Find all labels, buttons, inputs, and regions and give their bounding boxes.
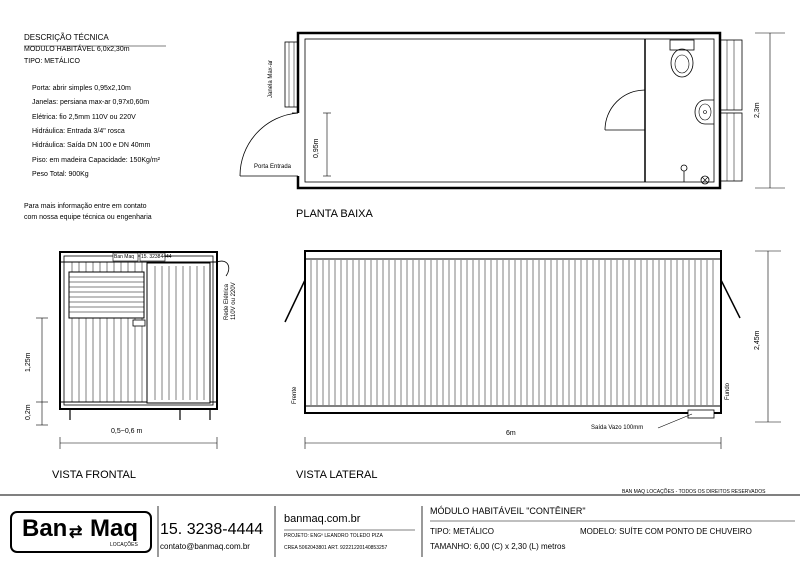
plan-width-dim: 2,3m <box>754 102 761 118</box>
spec-item: Peso Total: 900Kg <box>32 171 89 178</box>
side-front-label: Frente <box>292 386 298 404</box>
footer-crea: CREA 5062043801 ART. 92221220140853257 <box>284 545 388 551</box>
front-plate-phone: 15. 32384444 <box>141 254 172 260</box>
spec-type: TIPO: METÁLICO <box>24 58 81 65</box>
front-network-line1: Rede Elétrica <box>224 283 230 320</box>
banmaq-logo <box>10 511 152 553</box>
plan-window-right-top <box>720 40 742 110</box>
logo-sub: LOCAÇÕES <box>110 542 138 548</box>
footer-size: TAMANHO: 6,00 (C) x 2,30 (L) metros <box>430 542 566 551</box>
spec-item: Elétrica: fio 2,5mm 110V ou 220V <box>32 114 136 121</box>
spec-item: Porta: abrir simples 0,95x2,10m <box>32 85 131 92</box>
spec-title: DESCRIÇÃO TÉCNICA <box>24 33 109 42</box>
plan-door-label: Porta Entrada <box>254 164 292 170</box>
side-height-dim: 2,45m <box>754 330 761 350</box>
side-back-label: Fundo <box>725 382 731 400</box>
footer-project: PROJETO: ENGº LEANDRO TOLEDO PIZA <box>284 533 383 539</box>
footer-rights: BAN MAQ LOCAÇÕES - TODOS OS DIREITOS RESERVADOS <box>622 489 766 495</box>
front-dim-width: 0,5~0,6 m <box>111 428 143 435</box>
plan-caption: PLANTA BAIXA <box>296 208 373 220</box>
plan-door-width: 0,95m <box>313 138 320 158</box>
sink-icon <box>695 100 714 124</box>
front-caption: VISTA FRONTAL <box>52 469 136 481</box>
toilet-icon <box>670 40 694 77</box>
side-view <box>285 251 781 449</box>
logo-arrow-icon: ⇄ <box>69 524 83 541</box>
footer-email[interactable]: contato@banmaq.com.br <box>160 542 250 551</box>
spec-item: Hidráulica: Entrada 3/4" rosca <box>32 128 125 135</box>
front-dim-02: 0,2m <box>25 404 32 420</box>
spec-contact-line2: com nossa equipe técnica ou engenharia <box>24 214 152 221</box>
spec-item: Hidráulica: Saída DN 100 e DN 40mm <box>32 142 151 149</box>
spec-model: MODULO HABITÁVEL 6,0x2,30m <box>24 46 130 53</box>
side-length-dim: 6m <box>506 430 516 437</box>
spec-contact-line1: Para mais informação entre em contato <box>24 203 147 210</box>
side-caption: VISTA LATERAL <box>296 469 378 481</box>
front-door <box>133 263 210 403</box>
logo-word-right: Maq <box>90 515 138 542</box>
floor-plan <box>240 33 785 188</box>
footer-site[interactable]: banmaq.com.br <box>284 513 361 525</box>
spec-item: Janelas: persiana max-ar 0,97x0,60m <box>32 99 150 106</box>
spec-item: Piso: em madeira Capacidade: 150Kg/m² <box>32 157 161 164</box>
side-drain-label: Saída Vazo 100mm <box>591 425 644 431</box>
footer-phone: 15. 3238-4444 <box>160 521 264 538</box>
plan-window-right-bottom <box>720 113 742 181</box>
front-window <box>69 272 144 318</box>
plan-inner-wall <box>305 39 714 182</box>
front-plate-logo: Ban Maq <box>114 254 135 260</box>
plan-window-label: Janela Max-ar <box>268 59 274 98</box>
logo-word-left: Ban <box>22 515 68 542</box>
front-dim-125: 1,25m <box>25 352 32 372</box>
plan-outer-wall <box>298 33 720 188</box>
footer-model: MODELO: SUÍTE COM PONTO DE CHUVEIRO <box>580 527 752 536</box>
plan-window-left <box>285 42 298 107</box>
footer-module-title: MÓDULO HABITÁVEIL "CONTÊINER" <box>430 506 586 516</box>
front-network-line2: 110V ou 220V <box>231 282 237 320</box>
front-view <box>36 252 229 449</box>
footer-type: TIPO: METÁLICO <box>430 527 495 536</box>
shower-drain-icon <box>701 176 709 184</box>
